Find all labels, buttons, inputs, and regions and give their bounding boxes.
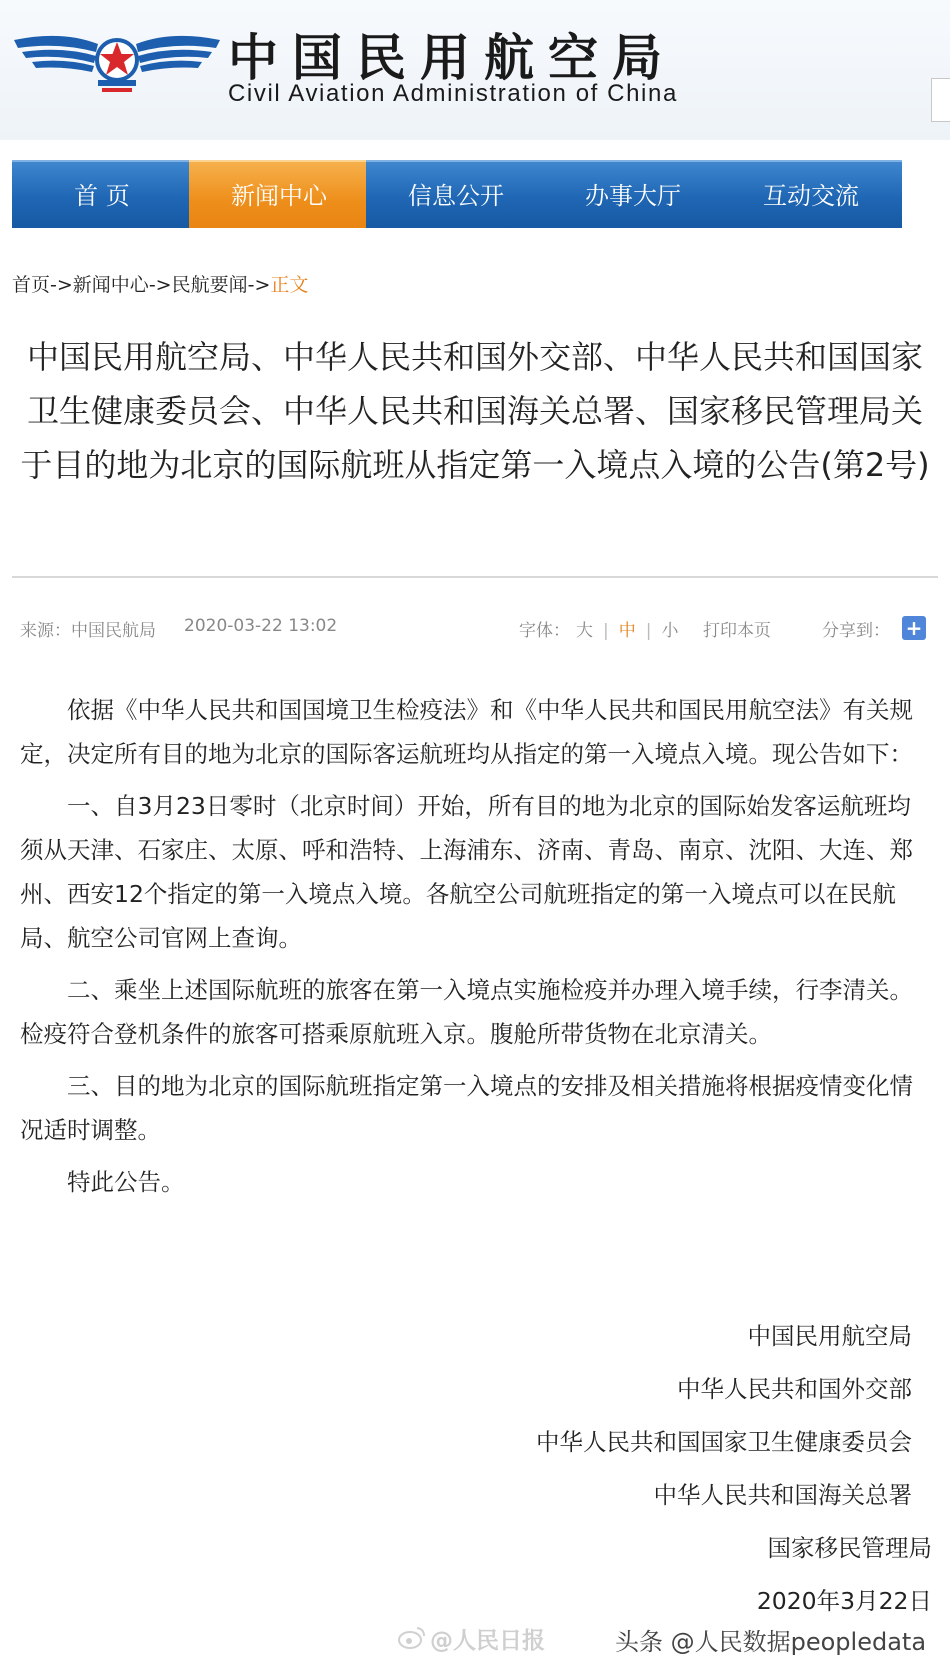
signatory-immigration: 国家移民管理局 [767,1534,932,1562]
site-header [0,0,950,140]
article-paragraph: 特此公告。 [67,1168,185,1196]
signature-block [536,1310,932,1628]
breadcrumb-separator: -> [247,274,271,296]
watermark-toutiao: 头条 @人民数据peopledata [615,1628,927,1656]
nav-info-disclosure[interactable]: 信息公开 [366,160,546,228]
article-source: 来源：中国民航局 [20,621,156,641]
font-size-label: 字体： [519,621,570,641]
font-size-small[interactable]: 小 [661,621,679,641]
signatory-customs: 中华人民共和国海关总署 [653,1481,912,1509]
breadcrumb-separator: -> [148,274,172,296]
nav-interaction[interactable]: 互动交流 [720,160,902,228]
search-input[interactable] [931,78,950,122]
article-paragraph: 一、自3月23日零时（北京时间）开始，所有目的地为北京的国际始发客运航班均须从天津、石家庄、太原、呼和浩特、上海浦东、济南、青岛、南京、沈阳、大连、郑州、西安12个指定的第一入境点入境。各航空公司航班指定的第一入境点可以在民航局、航空公司官网上查询。 [20,792,913,952]
font-size-selector: 字体： 大 | 中 | 小 [519,621,679,641]
breadcrumb-separator: -> [50,274,73,296]
article-paragraph: 依据《中华人民共和国国境卫生检疫法》和《中华人民共和国民用航空法》有关规定，决定所有目的地为北京的国际客运航班均从指定的第一入境点入境。现公告如下： [20,696,913,768]
breadcrumb-current: 正文 [270,274,309,296]
nav-home[interactable]: 首 页 [12,160,192,228]
article-paragraph: 二、乘坐上述国际航班的旅客在第一入境点实施检疫并办理入境手续，行李清关。检疫符合登机条件的旅客可搭乘原航班入京。腹舱所带货物在北京清关。 [20,976,913,1048]
breadcrumb-aviation-news[interactable]: 民航要闻 [171,274,248,296]
nav-news-center[interactable]: 新闻中心 [189,160,369,228]
breadcrumb-news-center[interactable]: 新闻中心 [72,274,149,296]
article-body [20,688,932,1212]
signatory-nhc: 中华人民共和国国家卫生健康委员会 [536,1428,912,1456]
signatory-mfa: 中华人民共和国外交部 [677,1375,912,1403]
font-size-large[interactable]: 大 [576,621,593,641]
weibo-watermark-icon [397,1624,427,1650]
article-date: 2020-03-22 13:02 [184,616,338,636]
site-subtitle: Civil Aviation Administration of China [228,80,678,107]
signatory-caac: 中国民用航空局 [747,1322,912,1350]
article-paragraph: 三、目的地为北京的国际航班指定第一入境点的安排及相关措施将根据疫情变化情况适时调整。 [20,1072,913,1144]
font-size-medium[interactable]: 中 [618,621,636,641]
nav-service-hall[interactable]: 办事大厅 [543,160,723,228]
title-divider [12,576,938,578]
share-label: 分享到： [822,621,890,641]
breadcrumb [12,270,308,297]
site-title: 中国民用航空局 [228,29,676,87]
main-nav [12,160,942,228]
print-page-link[interactable]: 打印本页 [703,621,771,641]
article-title: 中国民用航空局、中华人民共和国外交部、中华人民共和国国家卫生健康委员会、中华人民共和国海关总署、国家移民管理局关于目的地为北京的国际航班从指定第一入境点入境的公告(第2号) [20,338,930,484]
share-plus-icon[interactable]: + [902,616,926,640]
sign-date: 2020年3月22日 [756,1587,932,1615]
caac-logo-icon[interactable] [12,18,222,98]
watermark-people-daily: @人民日报 [430,1628,545,1654]
breadcrumb-home[interactable]: 首页 [12,274,51,296]
